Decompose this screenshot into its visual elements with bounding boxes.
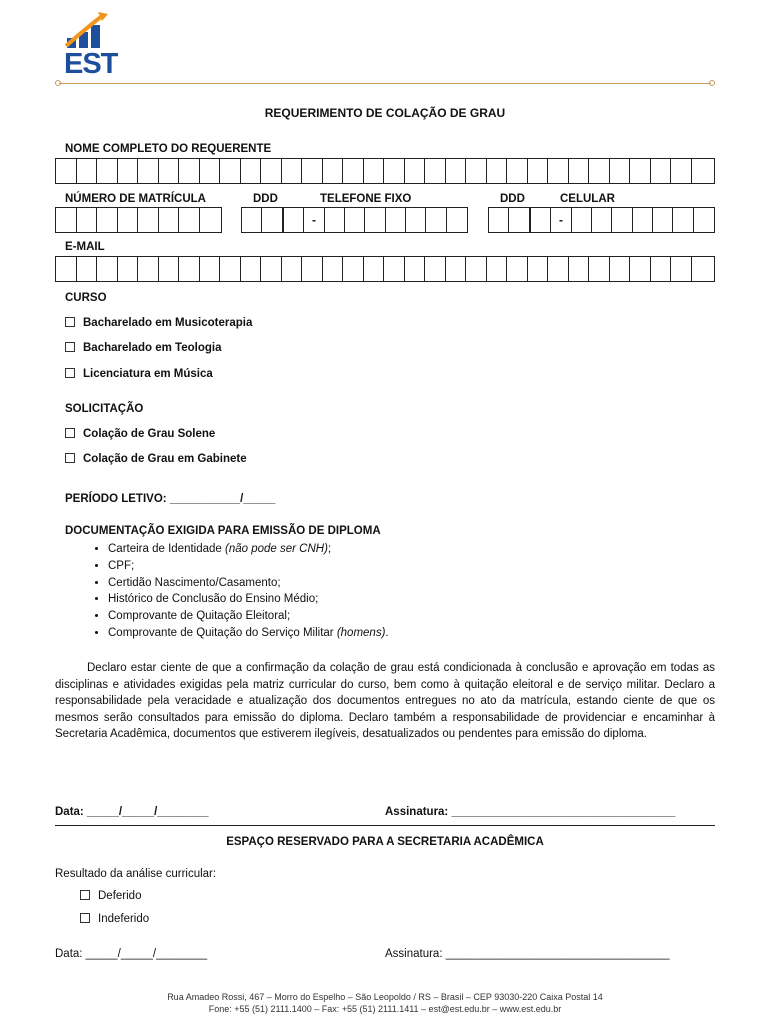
- secretaria-heading: ESPAÇO RESERVADO PARA A SECRETARIA ACADÊMICA: [226, 836, 544, 848]
- curso-option-musica[interactable]: Licenciatura em Música: [65, 368, 213, 380]
- documentacao-heading: DOCUMENTAÇÃO EXIGIDA PARA EMISSÃO DE DIPLOMA: [65, 525, 381, 537]
- checkbox-icon[interactable]: [65, 368, 75, 378]
- ddd1-field[interactable]: [241, 207, 283, 233]
- solicitacao-option-solene[interactable]: Colação de Grau Solene: [65, 428, 215, 440]
- nome-field[interactable]: [55, 158, 715, 184]
- checkbox-icon[interactable]: [65, 317, 75, 327]
- data-field[interactable]: Data: _____/_____/________: [55, 806, 209, 818]
- email-field[interactable]: [55, 256, 715, 282]
- ddd2-label: DDD: [500, 193, 525, 205]
- telefone-dash: -: [304, 208, 324, 232]
- list-item: • Histórico de Conclusão do Ensino Médio;: [108, 591, 389, 608]
- declaracao-paragraph: Declaro estar ciente de que a confirmação da colação de grau está condicionada à conclusão e aprovação em todas as disciplinas e atividades exigidas pela matriz curricular do curso, bem como à quitação eleitoral e de serviço militar. Declaro a responsabilidade pela veracidade e atualização dos documentos entregues no ato da matrícula, estando ciente de que os mesmos serão consultados para emissão do diploma. Declaro também a responsabilidade de providenciar e encaminhar à Secretaria Acadêmica, documentos que estiverem ilegíveis, desatualizados ou pendentes para emissão do diploma.: [55, 662, 715, 740]
- list-item: • Comprovante de Quitação do Serviço Militar (homens).: [108, 625, 389, 642]
- email-label: E-MAIL: [65, 241, 105, 253]
- deferido-option[interactable]: Deferido: [80, 890, 141, 902]
- checkbox-icon[interactable]: [65, 453, 75, 463]
- celular-dash: -: [551, 208, 571, 232]
- logo-bars-icon: [62, 12, 122, 52]
- telefone-field[interactable]: [283, 207, 468, 233]
- footer-address: Rua Amadeo Rossi, 467 – Morro do Espelho – São Leopoldo / RS – Brasil – CEP 93030-220 Caixa Postal 14: [167, 992, 603, 1002]
- checkbox-icon[interactable]: [65, 428, 75, 438]
- checkbox-icon[interactable]: [65, 342, 75, 352]
- documentacao-list: [88, 541, 389, 642]
- assinatura-field[interactable]: Assinatura: ___________________________________: [385, 806, 676, 818]
- celular-label: CELULAR: [560, 193, 615, 205]
- solicitacao-heading: SOLICITAÇÃO: [65, 403, 144, 415]
- page-title: REQUERIMENTO DE COLAÇÃO DE GRAU: [264, 106, 506, 120]
- solicitacao-option-gabinete[interactable]: Colação de Grau em Gabinete: [65, 453, 247, 465]
- nome-label: NOME COMPLETO DO REQUERENTE: [65, 143, 272, 155]
- section-divider: [55, 825, 715, 826]
- secretaria-data-field[interactable]: Data: _____/_____/________: [55, 948, 208, 960]
- matricula-field[interactable]: [55, 207, 222, 233]
- list-item: • Comprovante de Quitação Eleitoral;: [108, 608, 389, 625]
- checkbox-icon[interactable]: [80, 890, 90, 900]
- matricula-label: NÚMERO DE MATRÍCULA: [65, 193, 206, 205]
- secretaria-assinatura-field[interactable]: Assinatura: ___________________________________: [385, 948, 670, 960]
- curso-heading: CURSO: [65, 292, 107, 304]
- ddd1-label: DDD: [253, 193, 278, 205]
- celular-field[interactable]: [530, 207, 715, 233]
- logo-text: EST: [64, 48, 118, 80]
- indeferido-option[interactable]: Indeferido: [80, 913, 149, 925]
- logo: [62, 12, 122, 82]
- curso-option-musicoterapia[interactable]: Bacharelado em Musicoterapia: [65, 317, 252, 329]
- list-item: • Carteira de Identidade (não pode ser CNH);: [108, 541, 389, 558]
- list-item: • CPF;: [108, 558, 389, 575]
- ddd2-field[interactable]: [488, 207, 530, 233]
- footer-contact: Fone: +55 (51) 2111.1400 – Fax: +55 (51) 2111.1411 – est@est.edu.br – www.est.edu.br: [208, 1004, 562, 1014]
- periodo-letivo[interactable]: PERÍODO LETIVO: ___________/_____: [65, 493, 276, 505]
- resultado-label: Resultado da análise curricular:: [55, 868, 217, 880]
- header-divider: [55, 83, 715, 85]
- checkbox-icon[interactable]: [80, 913, 90, 923]
- list-item: • Certidão Nascimento/Casamento;: [108, 575, 389, 592]
- curso-option-teologia[interactable]: Bacharelado em Teologia: [65, 342, 221, 354]
- telefone-label: TELEFONE FIXO: [320, 193, 412, 205]
